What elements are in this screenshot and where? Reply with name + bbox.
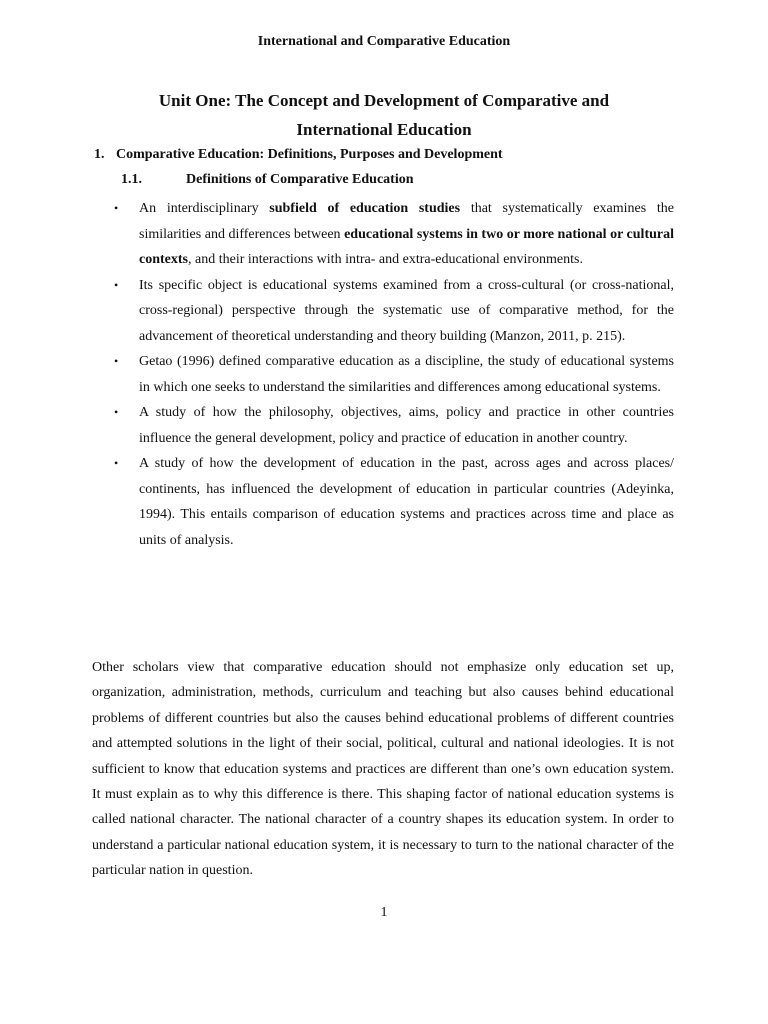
subsection-number: 1.1. xyxy=(121,172,142,187)
bullet-bold-phrase: subfield of education studies xyxy=(269,201,461,216)
section-heading xyxy=(94,147,503,163)
bullet-item xyxy=(114,400,674,451)
bullet-text-segment: Getao (1996) defined comparative education as a discipline, the study of educational systems in which one seeks to understand the similarities and differences among educational systems. xyxy=(139,354,674,395)
subsection-title: Definitions of Comparative Education xyxy=(186,172,414,187)
bullet-dot-icon: • xyxy=(114,456,119,470)
bullet-dot-icon: • xyxy=(114,201,119,215)
bullet-item xyxy=(114,273,674,350)
section-number: 1. xyxy=(94,147,105,162)
bullet-item xyxy=(114,196,674,273)
bullet-text-segment: , and their interactions with intra- and extra-educational environments. xyxy=(188,252,583,267)
body-paragraph: Other scholars view that comparative education should not emphasize only education set up, organization, administration, methods, curriculum and teaching but also causes behind educational problems of different countries but also the causes behind educational problems of different countries and attempted solutions in the light of their social, political, cultural and national ideologies. It is not sufficient to know that education systems and practices are different than one’s own education system. It must explain as to why this difference is there. This shaping factor of national education systems is called national character. The national character of a country shapes its education system. In order to understand a particular national education system, it is necessary to turn to the national character of the particular nation in question. xyxy=(92,660,674,879)
running-header: International and Comparative Education xyxy=(257,34,511,49)
bullet-item xyxy=(114,451,674,553)
bullet-bold-phrase: educational systems in two or more national or cultural contexts xyxy=(139,226,674,267)
unit-title-line-2: International Education xyxy=(296,120,472,139)
bullet-text xyxy=(139,349,674,400)
unit-title-line-1: Unit One: The Concept and Development of Comparative and xyxy=(158,91,610,110)
bullet-text xyxy=(139,273,674,350)
bullet-text-segment: A study of how the philosophy, objectives, aims, policy and practice in other countries influence the general development, policy and practice of education in another country. xyxy=(139,405,674,446)
bullet-text-segment: An interdisciplinary xyxy=(139,201,270,216)
bullet-text xyxy=(139,400,674,451)
unit-title xyxy=(92,86,676,144)
bullet-text xyxy=(139,196,674,273)
definitions-bullet-list xyxy=(114,196,674,553)
bullet-text-segment: A study of how the development of education in the past, across ages and across places/ continents, has influenced the development of education in particular countries (Adeyinka, 1994). This entails comparison of education systems and practices across time and place as units of analysis. xyxy=(139,456,674,548)
subsection-heading xyxy=(121,172,414,188)
bullet-item xyxy=(114,349,674,400)
bullet-dot-icon: • xyxy=(114,405,119,419)
bullet-text-segment: that systematically examines the similarities and differences between xyxy=(139,201,674,242)
bullet-text xyxy=(139,451,674,553)
page-number: 1 xyxy=(380,905,388,920)
bullet-text-segment: Its specific object is educational systems examined from a cross-cultural (or cross-national, cross-regional) perspective through the systematic use of comparative method, for the advancement of theoretical understanding and theory building (Manzon, 2011, p. 215). xyxy=(139,277,674,344)
section-title: Comparative Education: Definitions, Purposes and Development xyxy=(116,147,503,162)
bullet-dot-icon: • xyxy=(114,277,119,292)
bullet-dot-icon: • xyxy=(114,354,119,368)
